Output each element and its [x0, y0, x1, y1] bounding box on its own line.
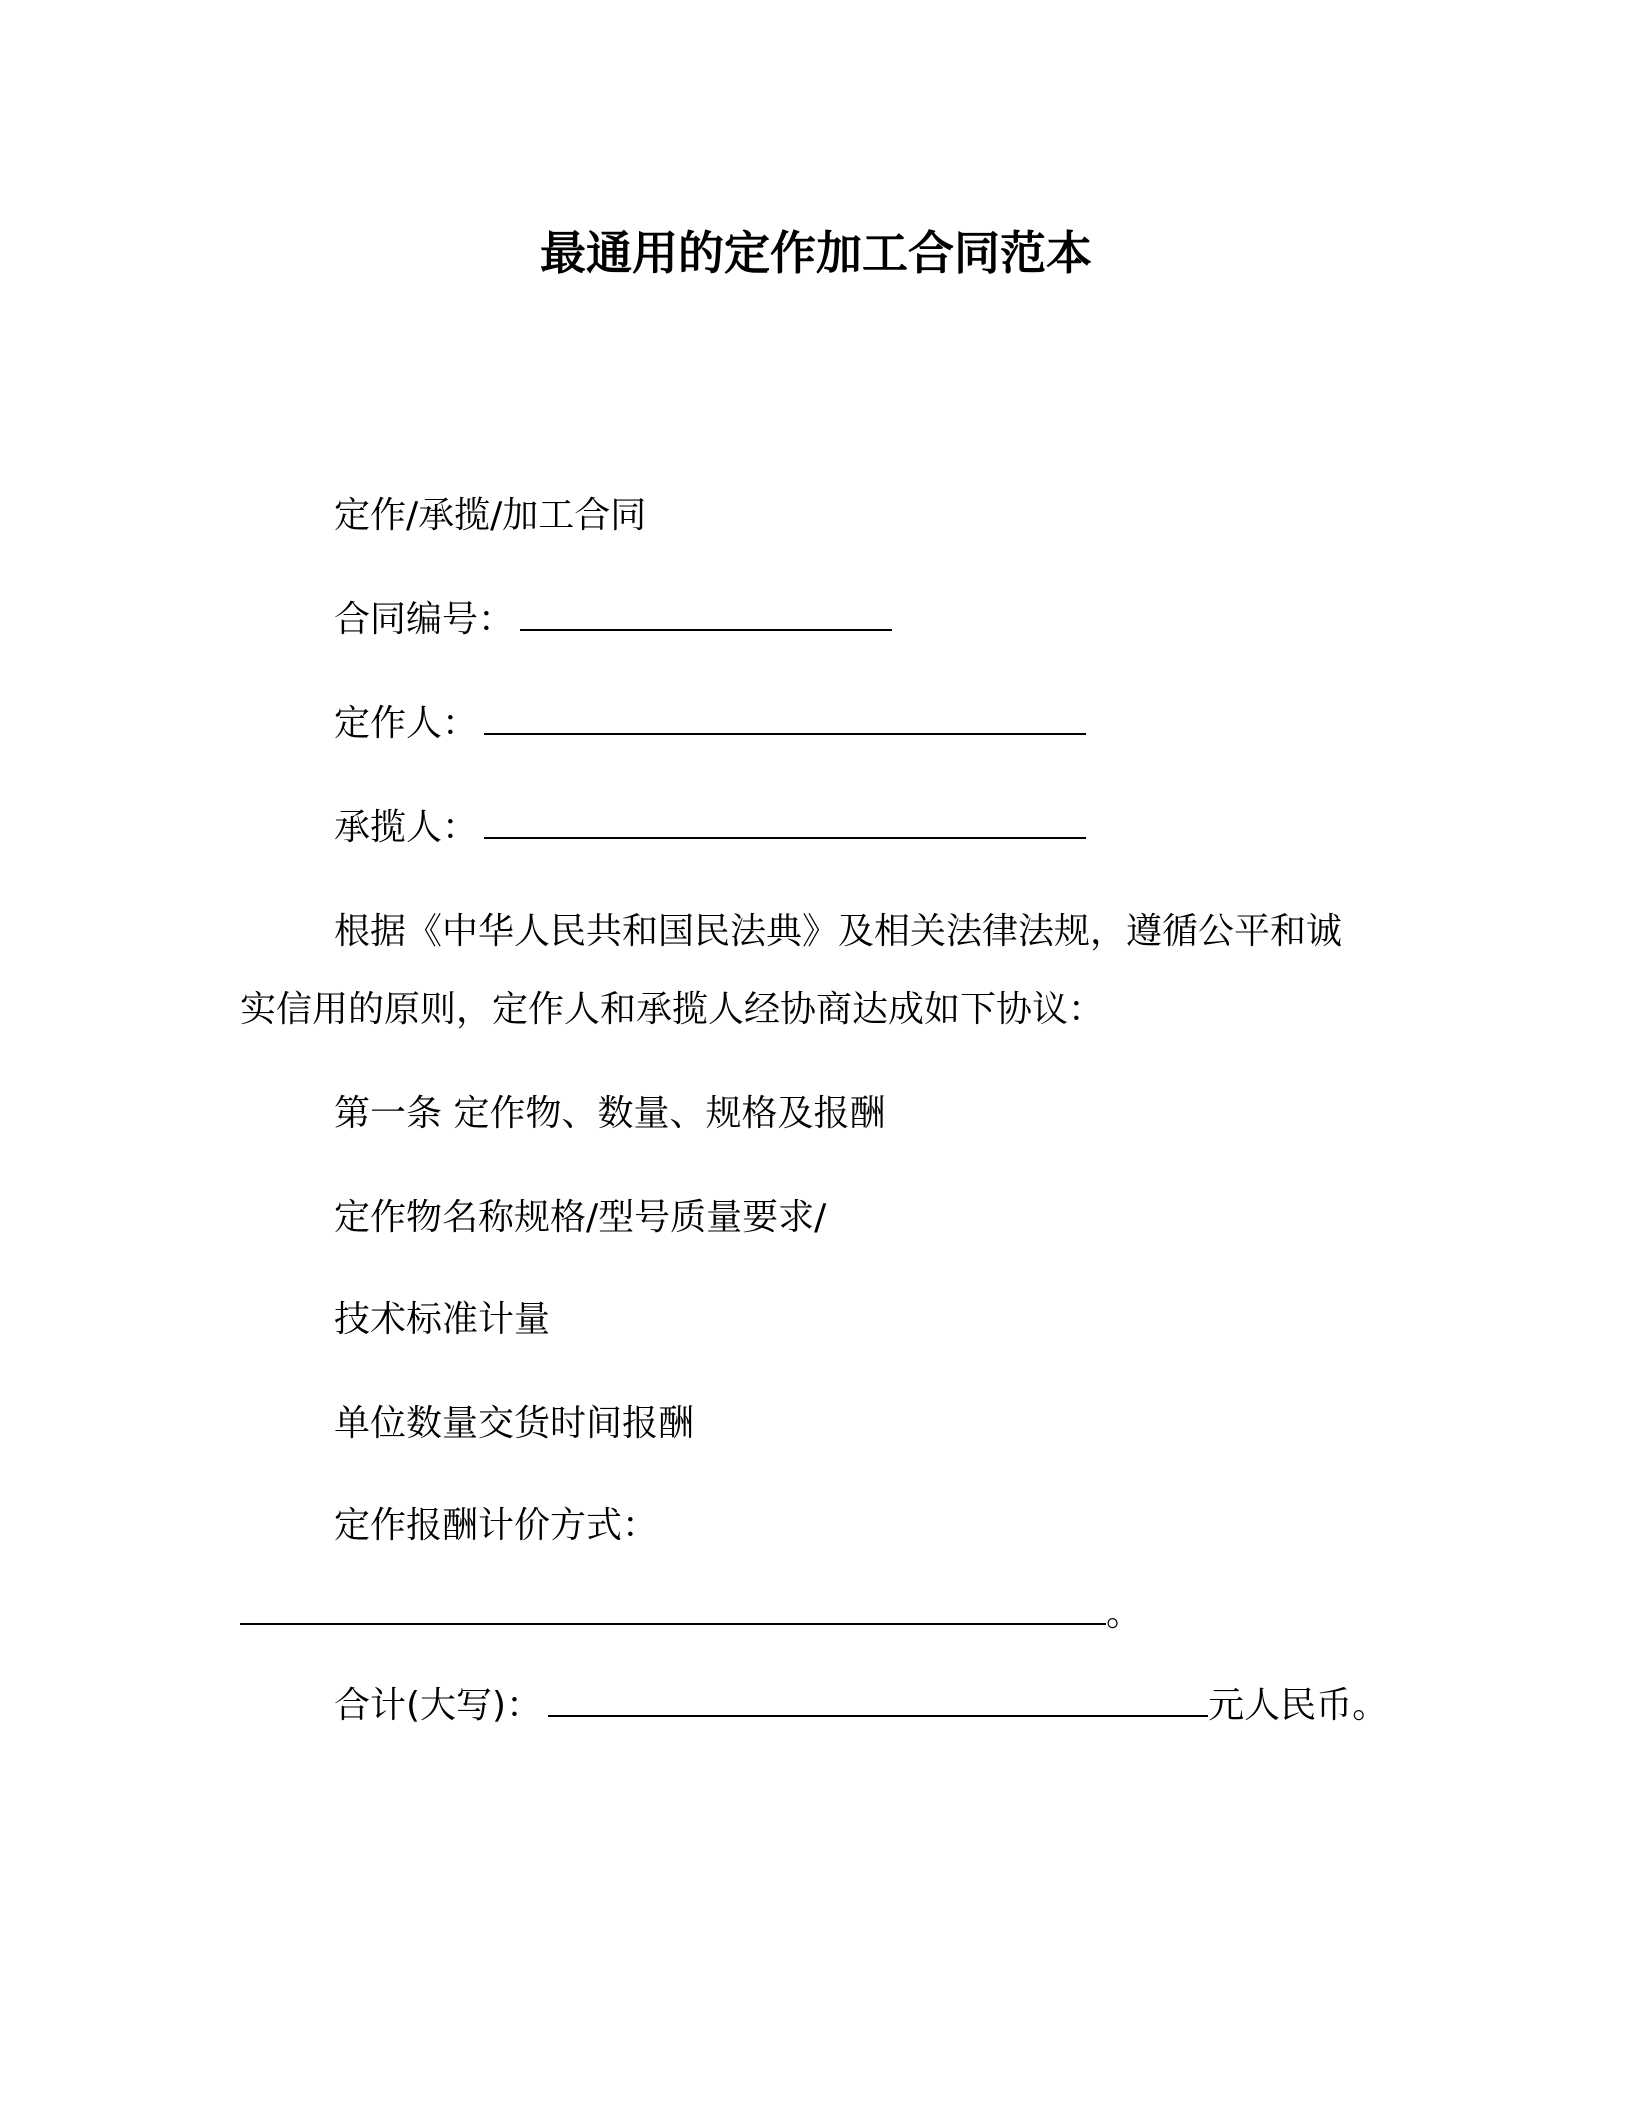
- total-row: [334, 1676, 1388, 1736]
- contractor-blank[interactable]: [484, 801, 1086, 839]
- preamble-line-2: 实信用的原则，定作人和承揽人经协商达成如下协议：: [240, 989, 1105, 1030]
- pricing-method-blank[interactable]: [240, 1587, 1106, 1625]
- contractor-row: [334, 798, 1086, 858]
- ordering-party-blank[interactable]: [484, 697, 1086, 735]
- document-title: 最通用的定作加工合同范本: [540, 226, 1092, 280]
- total-label: 合计(大写)：: [334, 1685, 543, 1726]
- total-amount-blank[interactable]: [548, 1679, 1208, 1717]
- contract-heading: 定作/承揽/加工合同: [334, 495, 647, 536]
- ordering-party-row: [334, 694, 1086, 754]
- pricing-method-end: 。: [1106, 1593, 1143, 1634]
- table-header-line-2: 技术标准计量: [334, 1299, 551, 1340]
- pricing-method-label: 定作报酬计价方式：: [334, 1505, 659, 1546]
- table-header-line-1: 定作物名称规格/型号质量要求/: [334, 1197, 827, 1238]
- contract-number-row: [334, 590, 892, 650]
- ordering-party-label: 定作人：: [334, 703, 479, 744]
- contract-number-blank[interactable]: [520, 593, 892, 631]
- contract-number-label: 合同编号：: [334, 599, 515, 640]
- article1-heading: 第一条 定作物、数量、规格及报酬: [334, 1093, 886, 1134]
- contractor-label: 承揽人：: [334, 807, 479, 848]
- total-unit: 元人民币。: [1208, 1685, 1389, 1726]
- preamble-line-1: 根据《中华人民共和国民法典》及相关法律法规，遵循公平和诚: [334, 911, 1343, 952]
- pricing-method-row: [240, 1584, 1142, 1644]
- table-header-line-3: 单位数量交货时间报酬: [334, 1403, 695, 1444]
